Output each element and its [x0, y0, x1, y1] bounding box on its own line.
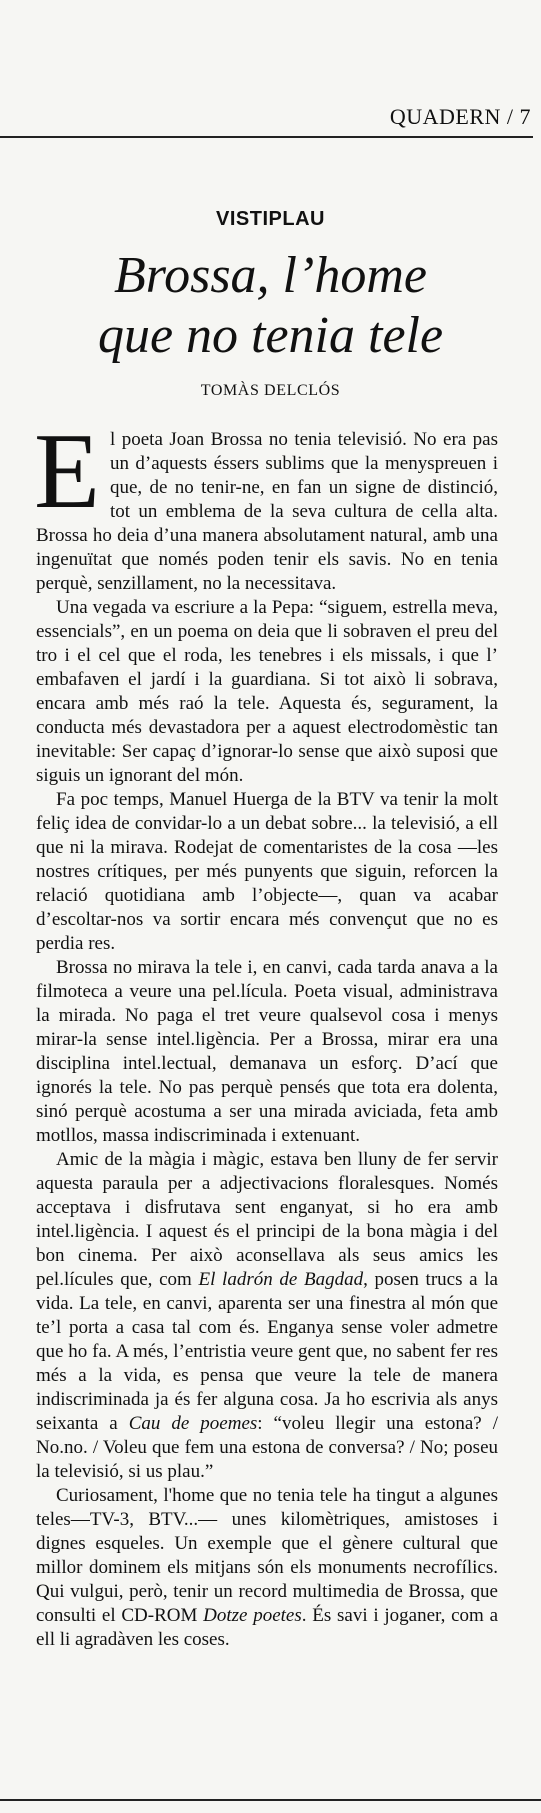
paragraph-4: Brossa no mirava la tele i, en canvi, cada tarda anava a la filmoteca a veure una pel.lícula. Poeta visual, administrava la mirada. No paga el tret veure qualsevol cosa i menys mirar-la sense intel.ligència. Per a Brossa, mirar era una disciplina intel.lectual, demanava un esforç. D’ací que ignorés la tele. No pas perquè pensés que tota era dolenta, sinó perquè acostuma a ser una mirada aviciada, feta amb motllos, massa indiscriminada i extenuant.	[36, 957, 498, 1146]
column-kicker: VISTIPLAU	[216, 208, 325, 230]
drop-cap: E	[34, 412, 100, 531]
paragraph-2: Una vegada va escriure a la Pepa: “siguem, estrella meva, essencials”, en un poema on deia que li sobraven el preu del tro i el cel que el roda, les tenebres i els missals, i que l’ embafaven el jardí i la guardiana. Si tot això li sobrava, encara amb més raó la tele. Aquesta és, segurament, la conducta més devastadora per a aquest electrodomèstic tan inevitable: Ser capaç d’ignorar-lo sense que això suposi que siguis un ignorant del món.	[36, 597, 498, 786]
paragraph-3: Fa poc temps, Manuel Huerga de la BTV va tenir la molt feliç idea de convidar-lo a un debat sobre... la televisió, a ell que ni la mirava. Rodejat de comentaristes de la cosa —les nostres crítiques, per més punyents que siguin, reforcen la relació quotidiana amb l’objecte—, quan va acabar d’escoltar-nos va sortir encara més convençut que no es perdia res.	[36, 789, 498, 954]
cdrom-title: Dotze poetes	[203, 1605, 302, 1626]
paragraph-5-text-b: , posen trucs a la vida. La tele, en canvi, aparenta ser una finestra al món que te’l porta a casa tal com és. Enganya sense voler admetre que ho fa. A més, l’entristia veure gent que, no sabent fer res més a la vida, es pensa que veure la tele de manera indiscriminada ja és fer alguna cosa. Ja ho escrivia als anys seixanta a	[36, 1269, 498, 1434]
headline-line-2: que no tenia tele	[97, 307, 444, 364]
headline-line-1: Brossa, l’home	[114, 247, 427, 304]
header-rule	[0, 136, 533, 138]
footer-rule	[0, 1799, 541, 1801]
paragraph-5-text-a: Amic de la màgia i màgic, estava ben lluny de fer servir aquesta paraula per a adjectivacions floralesques. Només acceptava i disfrutava sent enganyat, si ho era amb intel.ligència. I aquest és el principi de la bona màgia i del bon cinema. Per això aconsellava als seus amics les pel.lícules que, com	[36, 1149, 498, 1290]
paragraph-5	[36, 1148, 498, 1484]
headline	[0, 246, 541, 366]
film-title: El ladrón de Bagdad	[198, 1269, 364, 1290]
article-body	[34, 412, 498, 1652]
section-page-label: QUADERN / 7	[389, 104, 531, 129]
book-title: Cau de poemes	[128, 1413, 258, 1434]
paragraph-1-text: l poeta Joan Brossa no tenia televisió. No era pas un d’aquests éssers sublims que la menyspreuen i que, de no tenir-ne, en fan un signe de distinció, tot un emblema de la seva cultura de cella alta. Brossa ho deia d’una manera absolutament natural, amb una ingenuïtat que només poden tenir els savis. No en tenia perquè, senzillament, no la necessitava.	[36, 429, 498, 594]
paragraph-6-text-b: . És savi i joganer, com a ell li agradàven les coses.	[36, 1605, 498, 1650]
paragraph-6-text-a: Curiosament, l'home que no tenia tele ha tingut a algunes teles—TV-3, BTV...— unes kilomètriques, amistoses i dignes esqueles. Un exemple que el gènere cultural que millor dominem els mitjans són els monuments necrofílics. Qui vulgui, però, tenir un record multimedia de Brossa, que consulti el CD-ROM	[36, 1485, 498, 1626]
page-header	[0, 0, 541, 128]
paragraph-5-text-c: : “voleu llegir una estona? / No.no. / Voleu que fem una estona de conversa? / No; poseu la televisió, si us plau.”	[36, 1413, 498, 1482]
paragraph-1	[34, 412, 498, 596]
paragraph-6	[36, 1484, 498, 1652]
byline: TOMÀS DELCLÓS	[200, 382, 341, 399]
